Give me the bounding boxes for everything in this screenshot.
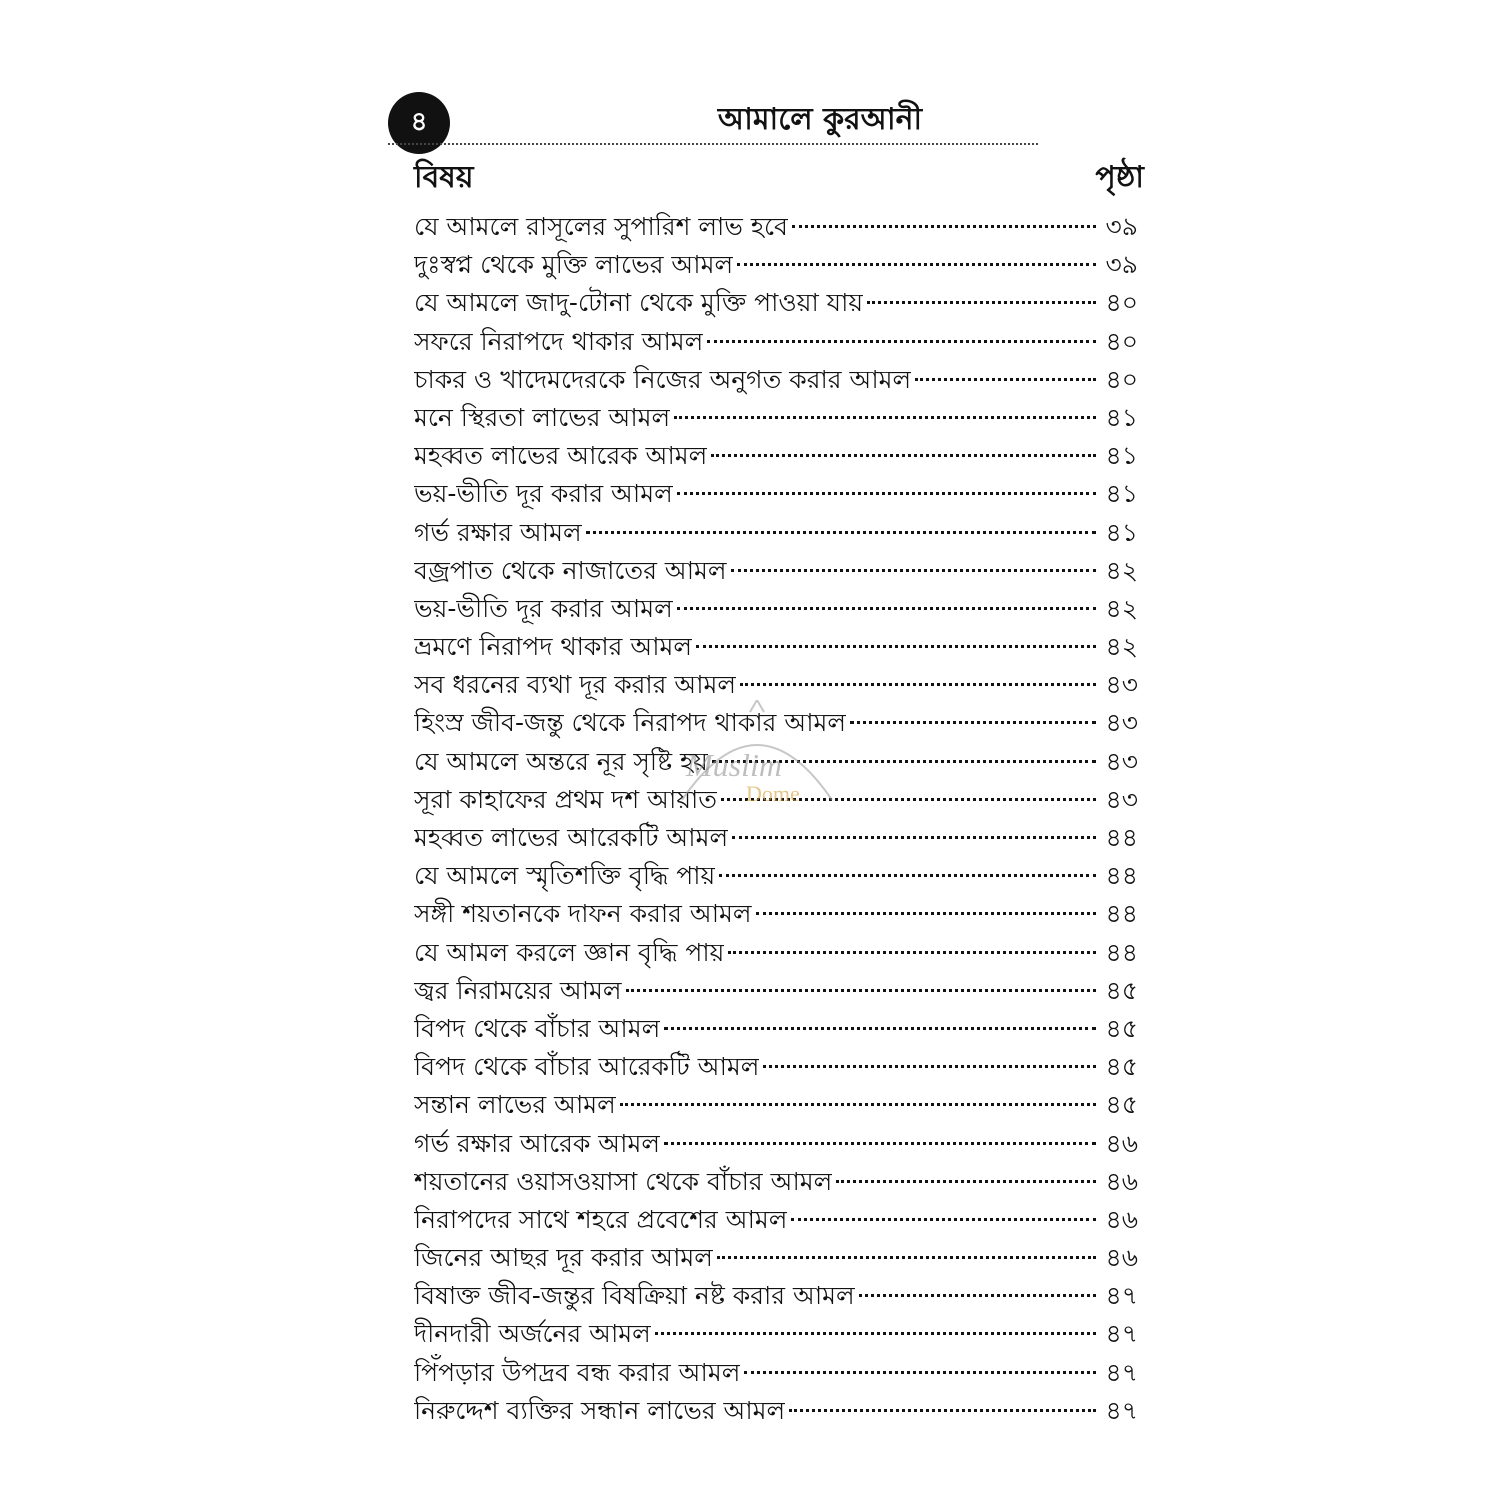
toc-entry-title: গর্ভ রক্ষার আরেক আমল xyxy=(414,1128,660,1158)
toc-entry-page: ৪২ xyxy=(1105,555,1138,585)
toc-entry xyxy=(414,857,1138,895)
page-column-heading: পৃষ্ঠা xyxy=(1095,160,1144,195)
toc-entry-title: সন্তান লাভের আমল xyxy=(414,1090,616,1120)
toc-entry xyxy=(414,1086,1138,1124)
toc-entry-title: বিষাক্ত জীব-জন্তুর বিষক্রিয়া নষ্ট করার আমল xyxy=(414,1281,855,1311)
toc-entry-title: যে আমল করলে জ্ঞান বৃদ্ধি পায় xyxy=(414,937,725,967)
toc-entry-page: ৪২ xyxy=(1105,593,1138,623)
dot-leader xyxy=(620,1103,1096,1106)
dot-leader xyxy=(717,1256,1096,1259)
dot-leader xyxy=(677,492,1096,495)
toc-entry-page: ৪০ xyxy=(1105,364,1138,394)
subject-column-heading: বিষয় xyxy=(414,160,474,195)
toc-entry-page: ৪২ xyxy=(1105,632,1138,662)
toc-entry xyxy=(414,819,1138,857)
toc-entry-page: ৪৪ xyxy=(1105,823,1138,852)
dot-leader xyxy=(737,263,1096,266)
toc-entry-page: ৪৩ xyxy=(1105,708,1138,738)
toc-entry-title: মহব্বত লাভের আরেকটি আমল xyxy=(414,823,729,852)
toc-entry-title: বজ্রপাত থেকে নাজাতের আমল xyxy=(414,555,727,585)
toc-entry-page: ৪৫ xyxy=(1105,1013,1138,1043)
dot-leader xyxy=(728,951,1096,954)
dot-leader xyxy=(756,912,1096,915)
dot-leader xyxy=(655,1332,1096,1335)
toc-entry xyxy=(414,475,1138,513)
watermark-text: Muslim xyxy=(686,747,782,783)
toc-entry-page: ৪৭ xyxy=(1105,1395,1138,1425)
dot-leader xyxy=(763,1065,1096,1068)
toc-entry-title: নিরুদ্দেশ ব্যক্তির সন্ধান লাভের আমল xyxy=(414,1395,786,1425)
running-title: আমালে কুরআনী xyxy=(717,102,923,137)
toc-entry-title: যে আমলে স্মৃতিশক্তি বৃদ্ধি পায় xyxy=(414,861,716,891)
toc-entry-page: ৪৩ xyxy=(1105,784,1138,814)
toc-entry-page: ৪৭ xyxy=(1105,1319,1138,1349)
toc-entry-page: ৪০ xyxy=(1105,326,1138,356)
toc-entry-page: ৪৩ xyxy=(1105,746,1138,776)
toc-entry-page: ৪৩ xyxy=(1105,670,1138,700)
toc-entry-page: ৪৪ xyxy=(1105,899,1138,929)
dot-leader xyxy=(719,874,1096,877)
toc-entry-title: বিপদ থেকে বাঁচার আরেকটি আমল xyxy=(414,1052,760,1082)
toc-entry xyxy=(414,1354,1138,1392)
toc-entry xyxy=(414,590,1138,628)
toc-entry-page: ৩৯ xyxy=(1105,250,1138,280)
dot-leader xyxy=(586,531,1096,534)
toc-entry-title: দীনদারী অর্জনের আমল xyxy=(414,1319,651,1349)
dot-leader xyxy=(732,836,1096,839)
toc-entry-page: ৪০ xyxy=(1105,288,1138,318)
toc-entry-page: ৪৬ xyxy=(1105,1166,1138,1196)
toc-entry xyxy=(414,552,1138,590)
toc-entry-page: ৪৫ xyxy=(1105,1052,1138,1082)
toc-entry-title: ভয়-ভীতি দূর করার আমল xyxy=(414,479,673,509)
toc-entry xyxy=(414,1277,1138,1315)
toc-entry-title: গর্ভ রক্ষার আমল xyxy=(414,517,582,547)
toc-entry xyxy=(414,323,1138,361)
dot-leader xyxy=(867,301,1096,304)
toc-entry-title: নিরাপদের সাথে শহরে প্রবেশের আমল xyxy=(414,1204,788,1234)
toc-entry-title: মনে স্থিরতা লাভের আমল xyxy=(414,402,671,432)
dot-leader xyxy=(744,1371,1096,1374)
toc-entry xyxy=(414,514,1138,552)
toc-entry-title: চাকর ও খাদেমদেরকে নিজের অনুগত করার আমল xyxy=(414,364,912,394)
toc-entry-title: হিংস্র জীব-জন্তু থেকে নিরাপদ থাকার আমল xyxy=(414,708,847,738)
toc-entry-title: যে আমলে রাসূলের সুপারিশ লাভ হবে xyxy=(414,212,788,241)
dot-leader xyxy=(664,1142,1096,1145)
dot-leader xyxy=(850,721,1096,724)
toc-entry-title: সঙ্গী শয়তানকে দাফন করার আমল xyxy=(414,899,752,929)
dot-leader xyxy=(915,378,1096,381)
toc-entry xyxy=(414,934,1138,972)
toc-entry-title: পিঁপড়ার উপদ্রব বন্ধ করার আমল xyxy=(414,1357,741,1387)
toc-entry-title: সূরা কাহাফের প্রথম দশ আয়াত xyxy=(414,784,718,814)
toc-entry-title: যে আমলে জাদু-টোনা থেকে মুক্তি পাওয়া যায় xyxy=(414,288,864,318)
toc-entry-title: জ্বর নিরাময়ের আমল xyxy=(414,975,622,1005)
toc-entry-title: সফরে নিরাপদে থাকার আমল xyxy=(414,326,704,356)
dot-leader xyxy=(696,645,1096,648)
toc-entry xyxy=(414,1010,1138,1048)
toc-entry-page: ৪১ xyxy=(1105,517,1138,547)
toc-entry-title: ভয়-ভীতি দূর করার আমল xyxy=(414,593,673,623)
toc-entry-page: ৪১ xyxy=(1105,441,1138,471)
toc-entry-page: ৪৪ xyxy=(1105,861,1138,891)
watermark-subtext: Dome xyxy=(746,781,800,806)
toc-entry xyxy=(414,399,1138,437)
page-number-badge: ৪ xyxy=(388,92,450,154)
toc-entry-title: যে আমলে অন্তরে নূর সৃষ্টি হয় xyxy=(414,746,708,776)
dot-leader xyxy=(740,683,1096,686)
toc-entry-title: মহব্বত লাভের আরেক আমল xyxy=(414,441,708,471)
toc-entry-page: ৪৬ xyxy=(1105,1243,1138,1273)
toc-entry xyxy=(414,284,1138,322)
toc-entry-page: ৩৯ xyxy=(1105,212,1138,241)
toc-entry-page: ৪৬ xyxy=(1105,1128,1138,1158)
toc-entry xyxy=(414,208,1138,246)
toc-entry xyxy=(414,1315,1138,1353)
dot-leader xyxy=(674,416,1096,419)
toc-entry xyxy=(414,1201,1138,1239)
toc-entry xyxy=(414,1392,1138,1430)
toc-entry xyxy=(414,972,1138,1010)
toc-entry-title: দুঃস্বপ্ন থেকে মুক্তি লাভের আমল xyxy=(414,250,734,280)
toc-entry-title: জিনের আছর দূর করার আমল xyxy=(414,1243,713,1273)
toc-entry xyxy=(414,1125,1138,1163)
dot-leader xyxy=(711,454,1096,457)
toc-entry xyxy=(414,361,1138,399)
dot-leader xyxy=(836,1180,1096,1183)
toc-entry-page: ৪৭ xyxy=(1105,1357,1138,1387)
toc-entry-page: ৪৫ xyxy=(1105,1090,1138,1120)
toc-entry-title: বিপদ থেকে বাঁচার আমল xyxy=(414,1013,661,1043)
toc-entry-page: ৪৬ xyxy=(1105,1204,1138,1234)
dot-leader xyxy=(677,607,1096,610)
dot-leader xyxy=(789,1409,1096,1412)
dot-leader xyxy=(731,569,1096,572)
toc-entry-title: শয়তানের ওয়াসওয়াসা থেকে বাঁচার আমল xyxy=(414,1166,833,1196)
dot-leader xyxy=(664,1027,1096,1030)
toc-entry xyxy=(414,1239,1138,1277)
toc-entry xyxy=(414,437,1138,475)
toc-entry xyxy=(414,1163,1138,1201)
dot-leader xyxy=(792,225,1096,228)
dot-leader xyxy=(626,989,1096,992)
header-divider xyxy=(388,143,1038,145)
dot-leader xyxy=(791,1218,1096,1221)
toc-entry-page: ৪৫ xyxy=(1105,975,1138,1005)
toc-entry-title: সব ধরনের ব্যথা দূর করার আমল xyxy=(414,670,737,700)
toc-entry xyxy=(414,628,1138,666)
toc-entry-title: ভ্রমণে নিরাপদ থাকার আমল xyxy=(414,632,693,662)
toc-entry xyxy=(414,666,1138,704)
toc-entry xyxy=(414,895,1138,933)
toc-entry xyxy=(414,246,1138,284)
toc-entry-page: ৪১ xyxy=(1105,479,1138,509)
toc-entry-page: ৪৪ xyxy=(1105,937,1138,967)
dot-leader xyxy=(859,1294,1096,1297)
toc-entry-page: ৪৭ xyxy=(1105,1281,1138,1311)
toc-entry-page: ৪১ xyxy=(1105,402,1138,432)
dot-leader xyxy=(707,340,1096,343)
table-of-contents xyxy=(414,208,1138,1430)
toc-entry xyxy=(414,1048,1138,1086)
